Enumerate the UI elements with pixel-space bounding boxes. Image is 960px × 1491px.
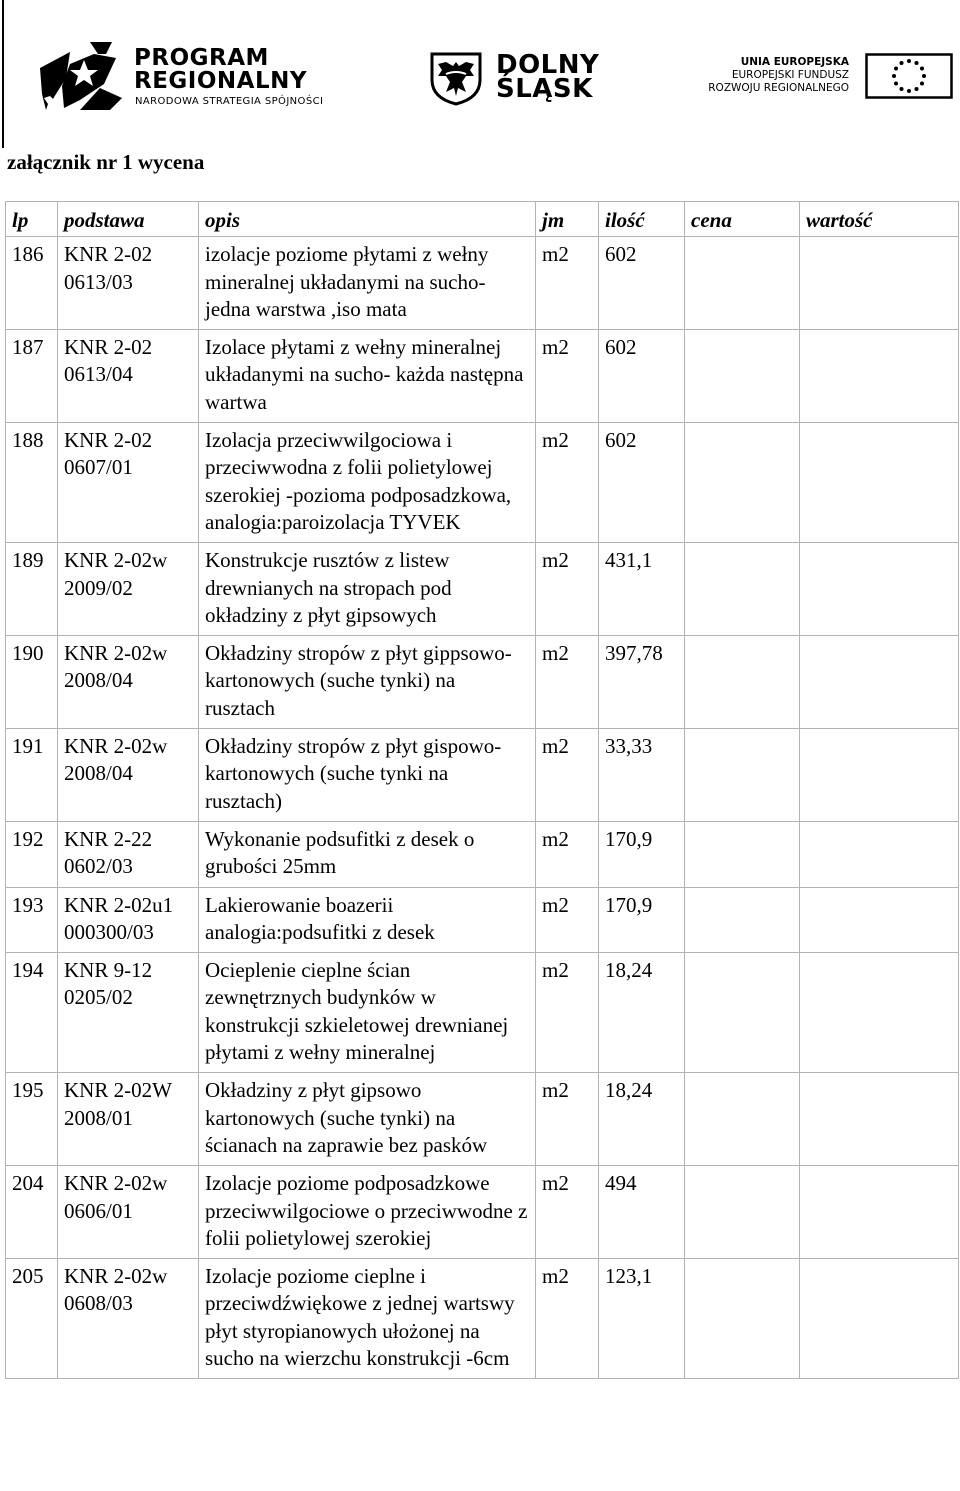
- cell-cena: [685, 636, 800, 729]
- cell-podstawa: KNR 2-02 0613/03: [58, 237, 199, 330]
- eu-logo-line2: EUROPEJSKI FUNDUSZ: [731, 69, 849, 81]
- cell-ilosc: 170,9: [599, 887, 685, 953]
- cell-ilosc: 431,1: [599, 543, 685, 636]
- cell-jm: m2: [536, 1166, 599, 1259]
- table-row: [6, 330, 959, 423]
- cell-podstawa: KNR 2-02w 2008/04: [58, 729, 199, 822]
- cell-podstawa: KNR 2-02w 2009/02: [58, 543, 199, 636]
- cell-cena: [685, 953, 800, 1073]
- cell-jm: m2: [536, 1259, 599, 1379]
- cell-opis: izolacje poziome płytami z wełny mineralnej układanymi na sucho- jedna warstwa ,iso mata: [199, 237, 536, 330]
- program-regionalny-star-icon: [40, 38, 126, 112]
- program-logo-line1: PROGRAM: [134, 45, 269, 71]
- cell-podstawa: KNR 2-02W 2008/01: [58, 1073, 199, 1166]
- cell-ilosc: 18,24: [599, 953, 685, 1073]
- cell-cena: [685, 1166, 800, 1259]
- cell-lp: 205: [6, 1259, 58, 1379]
- cell-ilosc: 33,33: [599, 729, 685, 822]
- program-logo-line2: REGIONALNY: [134, 68, 308, 94]
- document-header: [0, 0, 960, 140]
- cell-jm: m2: [536, 636, 599, 729]
- column-header-ilosc: ilość: [599, 202, 685, 237]
- column-header-podstawa: podstawa: [58, 202, 199, 237]
- cell-podstawa: KNR 2-02 0613/04: [58, 330, 199, 423]
- cell-podstawa: KNR 9-12 0205/02: [58, 953, 199, 1073]
- table-row: [6, 237, 959, 330]
- cell-ilosc: 602: [599, 237, 685, 330]
- cell-podstawa: KNR 2-02w 2008/04: [58, 636, 199, 729]
- column-header-opis: opis: [199, 202, 536, 237]
- eagle-crest-icon: [428, 50, 484, 106]
- cell-opis: Izolace płytami z wełny mineralnej układanymi na sucho- każda następna wartwa: [199, 330, 536, 423]
- cell-lp: 189: [6, 543, 58, 636]
- cell-wartosc: [800, 1073, 959, 1166]
- table-row: [6, 887, 959, 953]
- cost-estimate-table: [5, 201, 959, 1379]
- dolny-slask-word2: ŚLĄSK: [496, 74, 593, 104]
- table-row: [6, 423, 959, 543]
- cell-jm: m2: [536, 729, 599, 822]
- cell-cena: [685, 543, 800, 636]
- document-title: załącznik nr 1 wycena: [7, 150, 205, 174]
- column-header-wartosc: wartość: [800, 202, 959, 237]
- cell-opis: Okładziny stropów z płyt gippsowo-kartonowych (suche tynki) na rusztach: [199, 636, 536, 729]
- table-row: [6, 729, 959, 822]
- cell-podstawa: KNR 2-02u1 000300/03: [58, 887, 199, 953]
- table-row: [6, 1259, 959, 1379]
- eu-logo-line1: UNIA EUROPEJSKA: [740, 56, 849, 68]
- cell-ilosc: 602: [599, 423, 685, 543]
- table-row: [6, 543, 959, 636]
- cell-jm: m2: [536, 1073, 599, 1166]
- cell-jm: m2: [536, 423, 599, 543]
- program-regionalny-logo: [40, 38, 360, 112]
- cell-ilosc: 602: [599, 330, 685, 423]
- cell-jm: m2: [536, 237, 599, 330]
- dolny-slask-word1: DOLNY: [496, 50, 600, 80]
- cell-jm: m2: [536, 543, 599, 636]
- cell-wartosc: [800, 729, 959, 822]
- cell-cena: [685, 423, 800, 543]
- cell-opis: Konstrukcje rusztów z listew drewnianych na stropach pod okładziny z płyt gipsowych: [199, 543, 536, 636]
- cell-wartosc: [800, 887, 959, 953]
- eu-logo-line3: ROZWOJU REGIONALNEGO: [708, 82, 849, 94]
- cell-opis: Izolacje poziome podposadzkowe przeciwwilgociowe o przeciwwodne z folii polietylowej szerokiej: [199, 1166, 536, 1259]
- cell-ilosc: 494: [599, 1166, 685, 1259]
- eu-fund-logo: [693, 53, 953, 103]
- cell-opis: Izolacja przeciwwilgociowa i przeciwwodna z folii polietylowej szerokiej -pozioma podposadzkowa, analogia:paroizolacja TYVEK: [199, 423, 536, 543]
- cell-opis: Lakierowanie boazerii analogia:podsufitki z desek: [199, 887, 536, 953]
- cell-cena: [685, 1073, 800, 1166]
- column-header-jm: jm: [536, 202, 599, 237]
- cell-podstawa: KNR 2-22 0602/03: [58, 821, 199, 887]
- cell-wartosc: [800, 1166, 959, 1259]
- table-row: [6, 636, 959, 729]
- cell-lp: 188: [6, 423, 58, 543]
- eu-flag-icon: [865, 53, 953, 99]
- cell-wartosc: [800, 821, 959, 887]
- cell-podstawa: KNR 2-02 0607/01: [58, 423, 199, 543]
- cell-ilosc: 397,78: [599, 636, 685, 729]
- cell-lp: 194: [6, 953, 58, 1073]
- program-logo-line3: NARODOWA STRATEGIA SPÓJNOŚCI: [135, 96, 324, 107]
- cell-jm: m2: [536, 887, 599, 953]
- cell-lp: 195: [6, 1073, 58, 1166]
- column-header-lp: lp: [6, 202, 58, 237]
- cell-wartosc: [800, 423, 959, 543]
- cell-ilosc: 18,24: [599, 1073, 685, 1166]
- cell-cena: [685, 237, 800, 330]
- table-header-row: [6, 202, 959, 237]
- cell-cena: [685, 821, 800, 887]
- cell-podstawa: KNR 2-02w 0608/03: [58, 1259, 199, 1379]
- cell-opis: Izolacje poziome cieplne i przeciwdźwiękowe z jednej wartswy płyt styropianowych ułożonej na sucho na wierzchu konstrukcji -6cm: [199, 1259, 536, 1379]
- cell-lp: 204: [6, 1166, 58, 1259]
- table-row: [6, 953, 959, 1073]
- table-row: [6, 1166, 959, 1259]
- cell-podstawa: KNR 2-02w 0606/01: [58, 1166, 199, 1259]
- cell-wartosc: [800, 237, 959, 330]
- cell-jm: m2: [536, 821, 599, 887]
- cell-jm: m2: [536, 330, 599, 423]
- table-row: [6, 821, 959, 887]
- dolny-slask-logo: [428, 50, 628, 106]
- cell-ilosc: 123,1: [599, 1259, 685, 1379]
- cell-wartosc: [800, 636, 959, 729]
- cell-cena: [685, 330, 800, 423]
- cell-lp: 192: [6, 821, 58, 887]
- cell-opis: Okładziny stropów z płyt gispowo-kartonowych (suche tynki na rusztach): [199, 729, 536, 822]
- cell-wartosc: [800, 953, 959, 1073]
- cell-opis: Okładziny z płyt gipsowo kartonowych (suche tynki) na ścianach na zaprawie bez pasków: [199, 1073, 536, 1166]
- cell-opis: Ocieplenie cieplne ścian zewnętrznych budynków w konstrukcji szkieletowej drewnianej płytami z wełny mineralnej: [199, 953, 536, 1073]
- cell-wartosc: [800, 543, 959, 636]
- cell-jm: m2: [536, 953, 599, 1073]
- table-row: [6, 1073, 959, 1166]
- column-header-cena: cena: [685, 202, 800, 237]
- cell-wartosc: [800, 330, 959, 423]
- cell-cena: [685, 887, 800, 953]
- cell-lp: 191: [6, 729, 58, 822]
- cell-lp: 190: [6, 636, 58, 729]
- cell-lp: 187: [6, 330, 58, 423]
- cell-cena: [685, 729, 800, 822]
- cell-ilosc: 170,9: [599, 821, 685, 887]
- cell-opis: Wykonanie podsufitki z desek o grubości 25mm: [199, 821, 536, 887]
- cell-lp: 193: [6, 887, 58, 953]
- cell-lp: 186: [6, 237, 58, 330]
- cell-cena: [685, 1259, 800, 1379]
- cell-wartosc: [800, 1259, 959, 1379]
